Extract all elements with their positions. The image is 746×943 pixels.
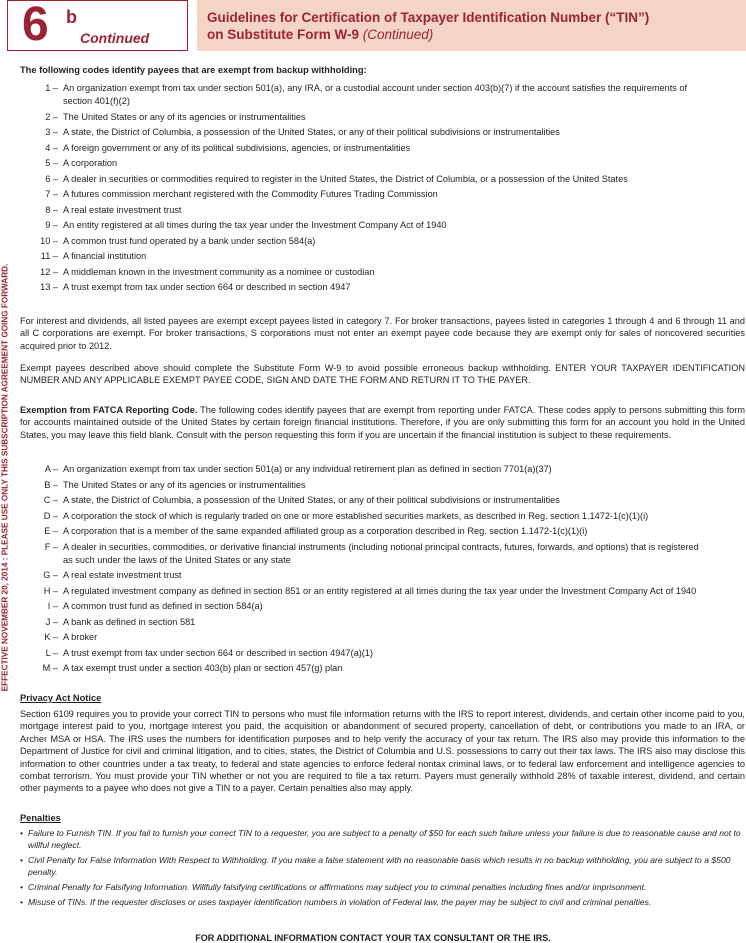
exempt-code-code: 10 –: [40, 235, 58, 246]
exempt-code-code: 3 –: [45, 127, 58, 137]
exempt-code-text: A state, the District of Columbia, a possession of the United States, or any of their political subdivisions or instrumentalities: [63, 127, 560, 137]
header-line-2-text: on Substitute Form W-9: [207, 27, 359, 42]
fatca-heading: Exemption from FATCA Reporting Code.: [20, 405, 198, 415]
fatca-code-code: G –: [43, 570, 58, 580]
section-superscript: b: [66, 7, 77, 27]
footer-note: FOR ADDITIONAL INFORMATION CONTACT YOUR TAX CONSULTANT OR THE IRS.: [195, 933, 551, 943]
exempt-code-text: An entity registered at all times during the tax year under the Investment Company Act of 1940: [63, 220, 447, 230]
continued-label: Continued: [80, 30, 150, 46]
fatca-code-text: A state, the District of Columbia, a possession of the United States, or any of their political subdivisions or instrumentalities: [63, 495, 560, 505]
fatca-code-text: A common trust fund as defined in section 584(a): [63, 601, 263, 611]
fatca-code-code: E –: [44, 526, 58, 536]
fatca-code-code: L –: [45, 647, 58, 658]
penalties-heading: Penalties: [20, 813, 61, 823]
fatca-code-text: A dealer in securities, commodities, or derivative financial instruments (including notional principal contracts, futures, forwards, and options) that is registered: [63, 541, 699, 552]
page-header: [197, 0, 746, 51]
fatca-code-text: A broker: [63, 632, 98, 642]
fatca-code-code: J –: [45, 616, 58, 627]
fatca-code-text: The United States or any of its agencies or instrumentalities: [63, 479, 306, 490]
penalty-text: Misuse of TINs. If the requester discloses or uses taxpayer identification numbers in violation of Federal law, the payer may be subject to civil and criminal penalties.: [28, 897, 652, 907]
fatca-code-text: A tax exempt trust under a section 403(b) plan or section 457(g) plan: [63, 663, 343, 673]
exempt-code-code: 7 –: [45, 189, 58, 199]
exempt-code-text-continued: section 401(f)(2): [63, 96, 130, 106]
penalty-text: Failure to Furnish TIN. If you fail to furnish your correct TIN to a requester, you are subject to a penalty of $50 for each such failure unless your failure is due to reasonable cause and not to willful neglect.: [28, 828, 741, 850]
fatca-code-text: A regulated investment company as defined in section 851 or an entity registered at all times during the tax year under the Investment Company Act of 1940: [63, 585, 697, 596]
exempt-code-text: An organization exempt from tax under section 501(a), any IRA, or a custodial account under section 403(b)(7) if the account satisfies the requirements of: [63, 83, 688, 93]
header-line-1: Guidelines for Certification of Taxpayer Identification Number (“TIN”): [207, 10, 650, 25]
penalty-text: Civil Penalty for False Information With Respect to Withholding. If you make a false statement with no reasonable basis which results in no backup withholding, you are subject to a $500 penalty.: [28, 855, 731, 877]
fatca-paragraph: [20, 404, 745, 441]
penalty-item: [20, 897, 746, 909]
side-note-text: EFFECTIVE NOVEMBER 20, 2014 : PLEASE USE ONLY THIS SUBSCRIPTION AGREEMENT GOING FORWARD.: [0, 263, 10, 692]
fatca-code-code: I –: [47, 601, 58, 611]
exempt-code-code: 12 –: [40, 266, 58, 277]
exempt-code-text: A trust exempt from tax under section 664 or described in section 4947: [63, 282, 351, 292]
fatca-code-text: A real estate investment trust: [63, 570, 182, 580]
exempt-code-text: A common trust fund operated by a bank under section 584(a): [63, 235, 316, 246]
exempt-code-code: 1 –: [45, 83, 58, 93]
fatca-code-code: M –: [42, 663, 58, 673]
fatca-code-text-continued: as such under the laws of the United States or any state: [63, 554, 291, 565]
bullet-icon: •: [20, 855, 24, 865]
exempt-paragraph: Exempt payees described above should complete the Substitute Form W-9 to avoid possible erroneous backup withholding. ENTER YOUR TAXPAYER IDENTIFICATION NUMBER AND ANY APPLICABLE EXEMPT PAYEE CODE, SIGN AND DATE THE FORM AND RETURN IT TO THE PAYER.: [20, 363, 745, 386]
penalty-text: Criminal Penalty for Falsifying Information. Willfully falsifying certifications or affirmations may subject you to criminal penalties including fines and/or imprisonment.: [28, 882, 647, 892]
fatca-code-code: C –: [43, 495, 58, 505]
header-continued: (Continued): [362, 27, 434, 42]
exempt-code-text: The United States or any of its agencies or instrumentalities: [63, 111, 306, 122]
exempt-code-text: A futures commission merchant registered with the Commodity Futures Trading Commission: [63, 189, 438, 199]
exempt-code-text: A real estate investment trust: [63, 204, 182, 215]
interest-paragraph: For interest and dividends, all listed payees are exempt except payees listed in category 7. For broker transactions, payees listed in categories 1 through 4 and 6 through 11 and all C corporations are exempt. For broker transactions, S corporations must not enter an exempt payee code because they are exempt only for sales of noncovered securities acquired prior to 2012.: [20, 316, 745, 351]
fatca-text: The following codes identify payees that are exempt from reporting under FATCA. These codes apply to persons submitting this form for accounts maintained outside of the United States by certain foreign financial institutions. Therefore, if you are only submitting this form for an account you hold in the United States, you may leave this field blank. Consult with the person requesting this form if you are uncertain if the financial institution is subject to these requirements.: [20, 405, 746, 440]
header-line-2: [207, 26, 746, 43]
penalty-item: [20, 855, 746, 878]
exempt-code-text: A dealer in securities or commodities required to register in the United States, the District of Columbia, or a possession of the United States: [63, 173, 628, 184]
privacy-paragraph: Section 6109 requires you to provide your correct TIN to persons who must file information returns with the IRS to report interest, dividends, and certain other income paid to you, mortgage interest paid to you, mortgage interest you paid, the acquisition or abandonment of secured property, cancellation of debt, or contributions you made to an IRA, or Archer MSA or HSA. The IRS uses the numbers for identification purposes and to help verify the accuracy of your tax return. The IRS also may provide this information to the Department of Justice for civil and criminal litigation, and to cities, states, the District of Columbia and U.S. possessions to carry out their tax laws. The IRS also may disclose this information to other countries under a tax treaty, to federal and state agencies to enforce federal nontax criminal laws, or to federal law enforcement and intelligence agencies to combat terrorism. You must provide your TIN whether or not you are required to file a tax return. Payers must generally withhold 28% of taxable interest, dividend, and certain other payments to a payee who does not give a TIN to a payer. Certain penalties also may apply.: [20, 709, 745, 794]
exempt-code-code: 9 –: [45, 220, 58, 230]
exempt-code-text: A corporation: [63, 158, 118, 168]
exempt-code-text: A financial institution: [63, 251, 147, 261]
bullet-icon: •: [20, 882, 24, 892]
bullet-icon: •: [20, 897, 24, 907]
exempt-code-code: 5 –: [45, 158, 58, 168]
exempt-code-code: 6 –: [45, 173, 58, 184]
exempt-code-text: A foreign government or any of its political subdivisions, agencies, or instrumentalities: [63, 142, 411, 153]
fatca-code-text: A trust exempt from tax under section 664 or described in section 4947(a)(1): [63, 647, 373, 658]
section-number: 6: [22, 0, 49, 51]
penalty-item: [20, 828, 746, 851]
exempt-code-code: 13 –: [40, 282, 58, 292]
fatca-code-code: F –: [44, 541, 58, 552]
fatca-code-code: D –: [43, 510, 58, 521]
fatca-code-code: B –: [44, 479, 58, 490]
fatca-code-text: An organization exempt from tax under section 501(a) or any individual retirement plan as defined in section 7701(a)(37): [63, 464, 552, 474]
exempt-code-code: 4 –: [45, 142, 58, 153]
exempt-code-code: 2 –: [45, 111, 58, 122]
fatca-code-text: A corporation the stock of which is regularly traded on one or more established securities markets, as described in Reg. section 1.1472-1(c)(1)(i): [63, 510, 649, 521]
penalty-item: [20, 882, 746, 894]
privacy-heading: Privacy Act Notice: [20, 693, 102, 703]
exempt-code-text: A middleman known in the investment community as a nominee or custodian: [63, 266, 375, 277]
fatca-code-text: A corporation that is a member of the same expanded affiliated group as a corporation described in Reg. section 1.1472-1(c)(1)(i): [63, 526, 588, 536]
exempt-heading: The following codes identify payees that are exempt from backup withholding:: [20, 65, 367, 75]
fatca-code-code: A –: [44, 464, 58, 474]
section-badge: [7, 0, 188, 51]
exempt-code-code: 11 –: [40, 251, 58, 261]
bullet-icon: •: [20, 828, 24, 838]
fatca-code-code: H –: [43, 585, 58, 596]
exempt-code-code: 8 –: [45, 204, 58, 215]
fatca-code-code: K –: [44, 632, 58, 642]
fatca-code-text: A bank as defined in section 581: [63, 616, 196, 627]
